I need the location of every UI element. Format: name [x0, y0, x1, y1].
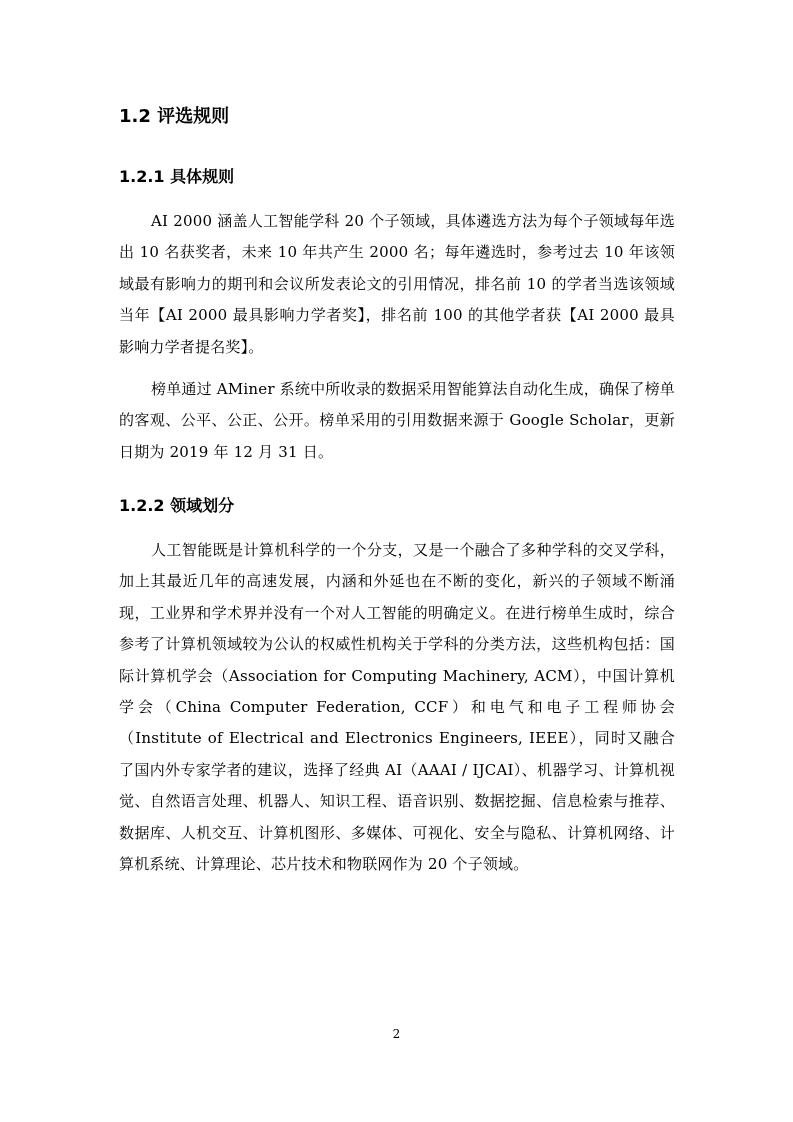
subsection-heading-rules: 1.2.1 具体规则: [119, 167, 235, 186]
paragraph-rules-selection: AI 2000 涵盖人工智能学科 20 个子领域，具体遴选方法为每个子领域每年选出 10 名获奖者，未来 10 年共产生 2000 名；每年遴选时，参考过去 10 年该领域最有影响力的期刊和会议所发表论文的引用情况，排名前 10 的学者当选该领域当年【AI 2000 最具影响力学者奖】，排名前 100 的其他学者获【AI 2000 最具影响力学者提名奖】。: [119, 212, 675, 356]
page-number: 2: [392, 1027, 401, 1041]
paragraph-domain-division: 人工智能既是计算机科学的一个分支，又是一个融合了多种学科的交叉学科，加上其最近几年的高速发展，内涵和外延也在不断的变化，新兴的子领域不断涌现，工业界和学术界并没有一个对人工智能的明确定义。在进行榜单生成时，综合参考了计算机领域较为公认的权威性机构关于学科的分类方法，这些机构包括：国际计算机学会（Association for Computing Machinery, ACM），中国计算机学会（China Computer Federation, CCF）和电气和电子工程师协会（Institute of Electrical and Electronics Engineers, IEEE），同时又融合了国内外专家学者的建议，选择了经典 AI（AAAI / IJCAI）、机器学习、计算机视觉、自然语言处理、机器人、知识工程、语音识别、数据挖掘、信息检索与推荐、数据库、人机交互、计算机图形、多媒体、可视化、安全与隐私、计算机网络、计算机系统、计算理论、芯片技术和物联网作为 20 个子领域。: [119, 541, 675, 874]
paragraph-rules-data-source: 榜单通过 AMiner 系统中所收录的数据采用智能算法自动化生成，确保了榜单的客观、公平、公正、公开。榜单采用的引用数据来源于 Google Scholar，更新日期为 2019 年 12 月 31 日。: [119, 380, 675, 461]
section-heading: 1.2 评选规则: [119, 106, 230, 127]
subsection-heading-domains: 1.2.2 领域划分: [119, 496, 235, 515]
